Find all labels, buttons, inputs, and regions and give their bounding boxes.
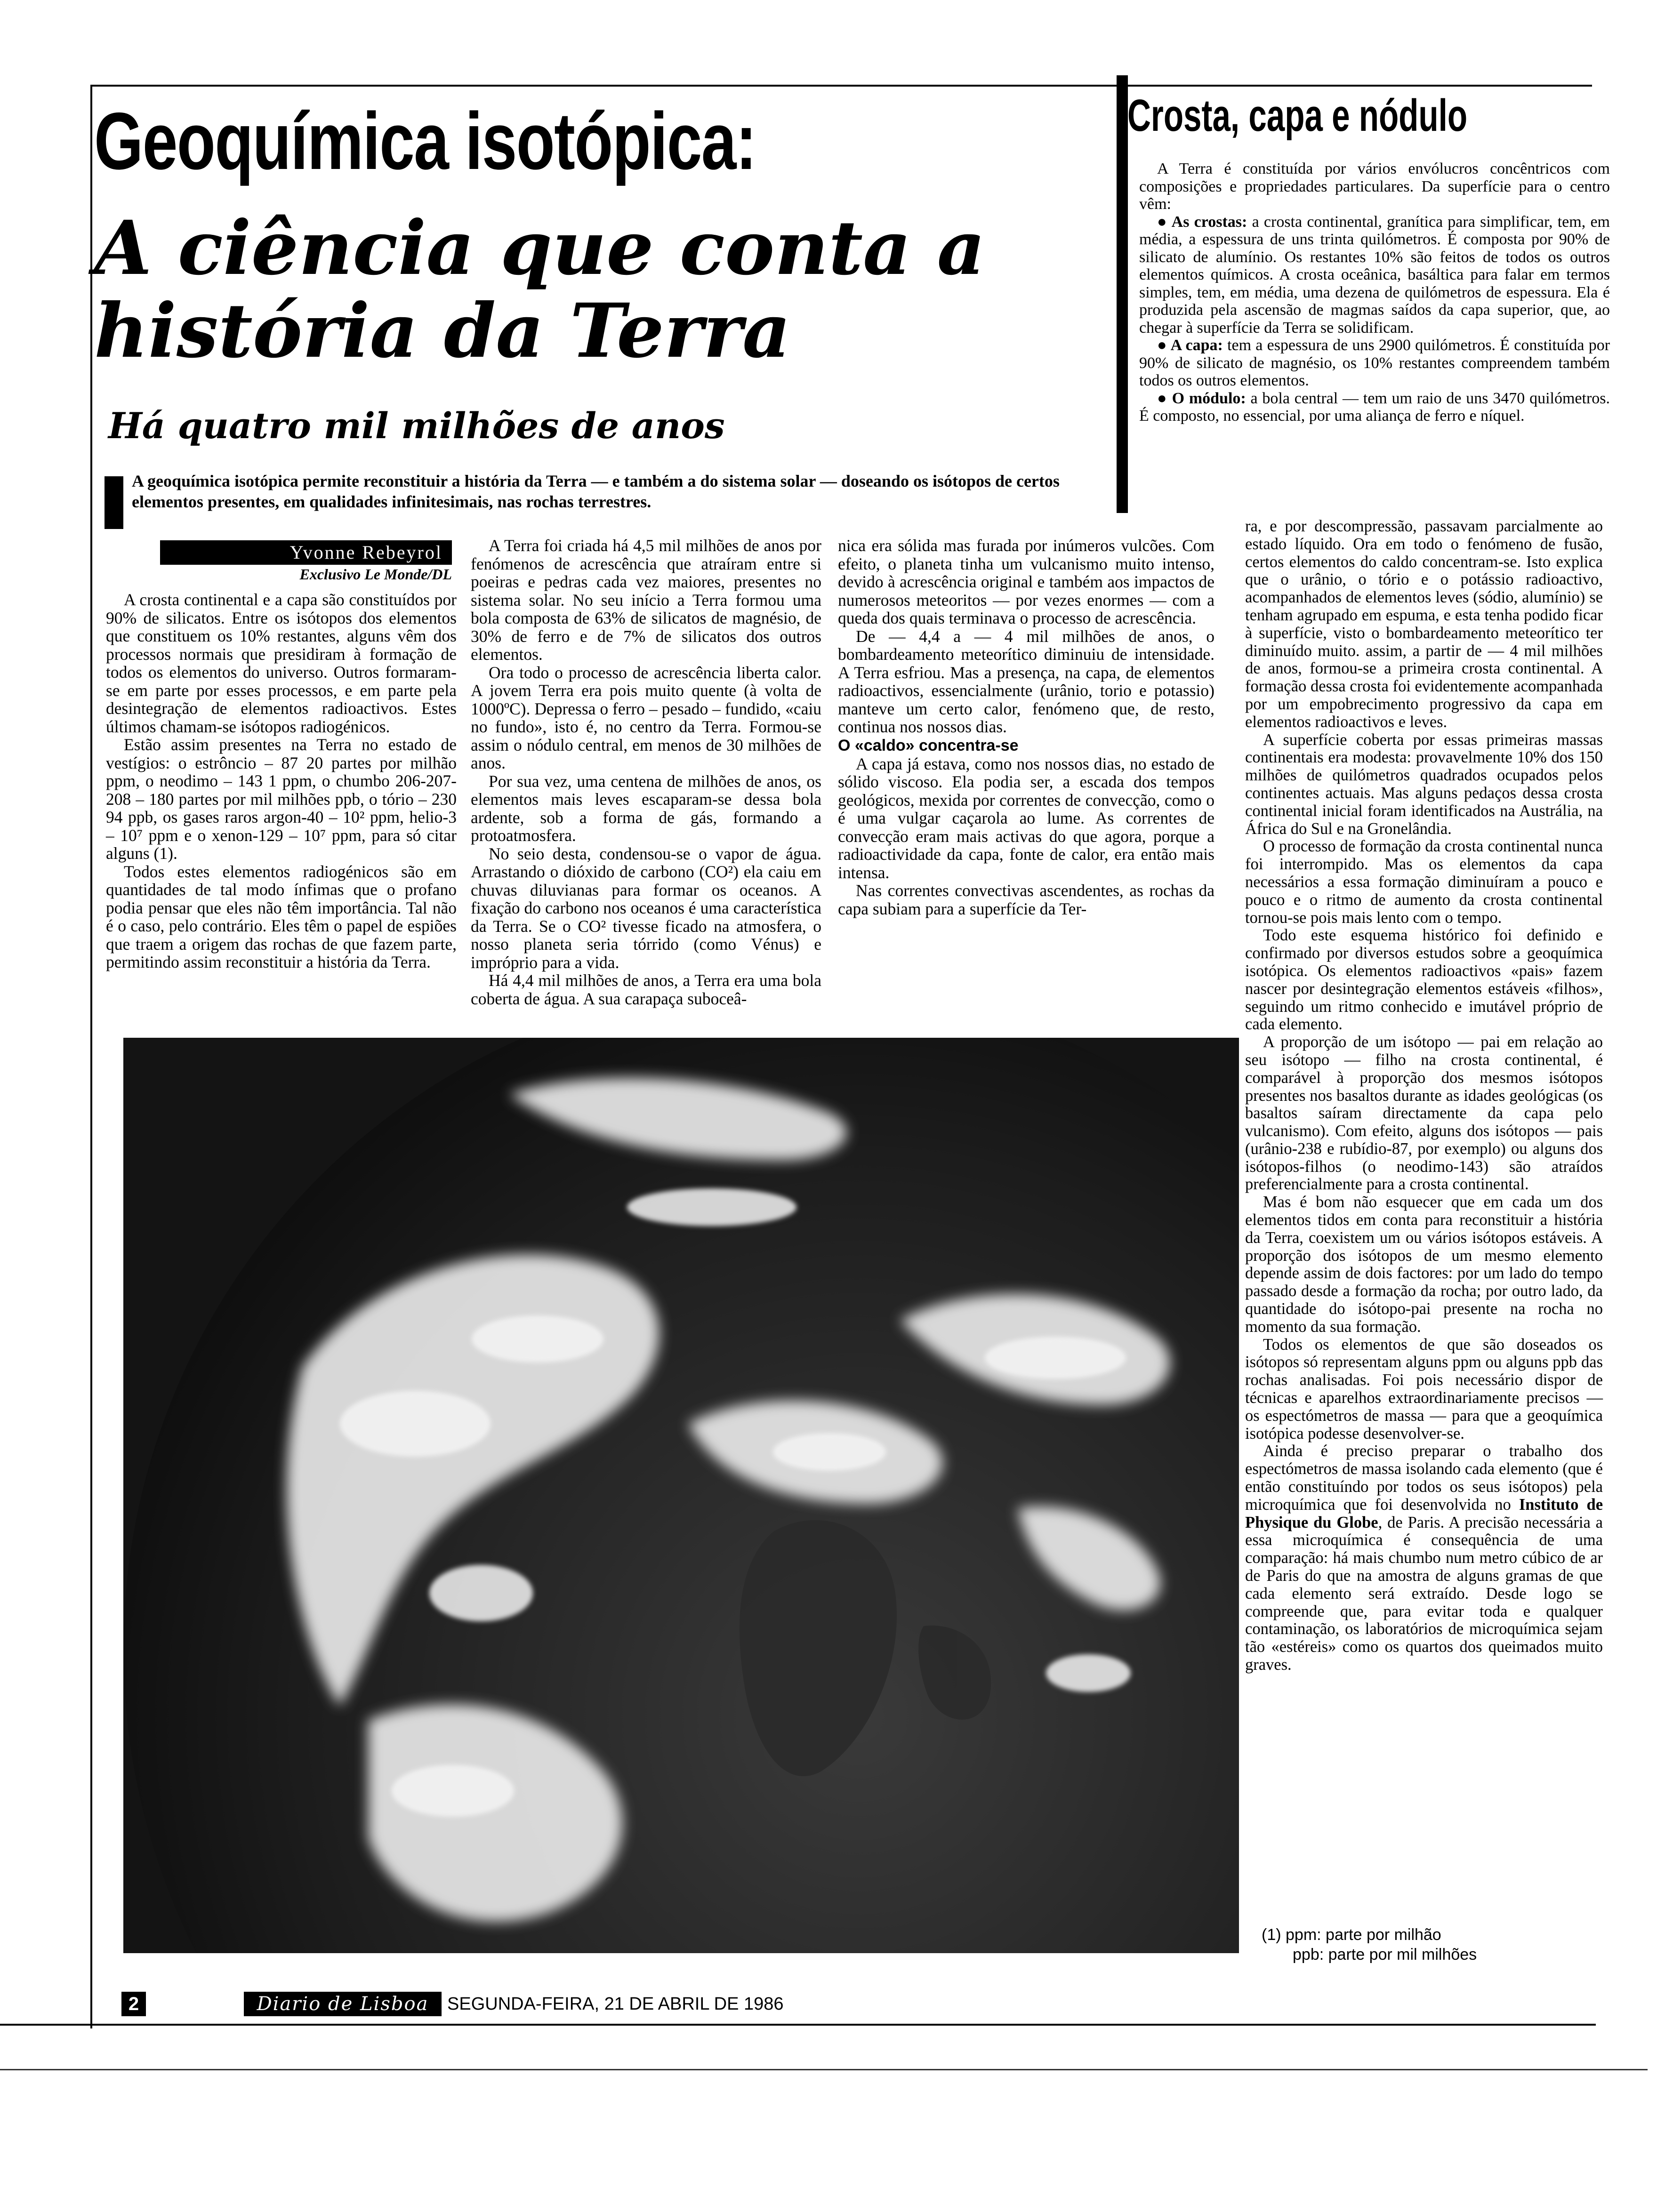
- sidebar-item-label: A capa:: [1170, 337, 1223, 354]
- sidebar-item-text: a crosta continental, granítica para simplificar, tem, em média, a espessura de uns trinta quilómetros. É composta por 90% de silicato de alumínio. Os restantes 10% são feitos de todos os outros elementos químicos. A crosta oceânica, basáltica para falar em termos simples, tem, em média, uma dezena de quilómetros de espessura. Ela é produzida pela ascensão de magmas saídos da capa superior, que, ao chegar à superfície da Terra se solidificam.: [1139, 213, 1610, 337]
- column-4-paragraph: A proporção de um isótopo — pai em relação ao seu isótopo — filho na crosta continental, é comparável à proporção dos mesmos isótopos presentes nos basaltos durante as idades geológicas (os basaltos saíram directamente da capa pelo vulcanismo). Com efeito, alguns dos isótopos — pais (urânio-238 e rubídio-87, por exemplo) ou alguns dos isótopos-filhos (o neodimo-143) são atraídos preferencialmente para a crosta continental.: [1245, 1033, 1603, 1194]
- byline-author: Yvonne Rebeyrol: [160, 540, 452, 565]
- footnotes: [1262, 1925, 1544, 1964]
- sidebar-item: [1139, 213, 1610, 337]
- frame-bottom-rule: [0, 2024, 1596, 2026]
- column-4-paragraph: O processo de formação da crosta continental nunca foi interrompido. Mas os elementos da capa necessários a essa formação diminuíram a pouco e pouco e o ritmo de aumento da crosta continental tornou-se pois mais lento com o tempo.: [1245, 837, 1603, 927]
- column-1-paragraph: A crosta continental e a capa são constituídos por 90% de silicatos. Entre os isótopos dos elementos que constituem os 10% restantes, alguns vêm dos processos normais que presidiram à formação de todos os elementos do universo. Outros formaram-se em parte por esses processos, e em parte pela desintegração de elementos radioactivos. Estes últimos chamam-se isótopos radiogénicos.: [106, 590, 457, 736]
- column-3-paragraph: nica era sólida mas furada por inúmeros vulcões. Com efeito, o planeta tinha um vulcanismo muito intenso, devido à acrescência original e também aos impactos de numerosos meteoritos — por vezes enormes — com a queda dos quais terminava o processo de acrescência.: [838, 536, 1215, 627]
- column-4-text: , de Paris. A precisão necessária a essa microquímica é consequência de uma comparação: há mais chumbo num metro cúbico de ar de Paris do que na amostra de alguns gramas de que cada elemento será extraído. Desde logo se compreende que, para evitar toda e qualquer contaminação, os laboratórios de microquímica sejam tão «estéreis» como os quartos dos queimados muito graves.: [1245, 1513, 1603, 1674]
- institute-name: Instituto de Physique du Globe: [1245, 1495, 1603, 1531]
- column-4-paragraph: A superfície coberta por essas primeiras massas continentais era modesta: provavelmente 10% dos 150 milhões de quilómetros quadrados ocupados pelos continentes actuais. Mas alguns pedaços dessa crosta continental inicial foram identificados na Austrália, na África do Sul e na Gronelândia.: [1245, 730, 1603, 838]
- column-3-paragraph: Nas correntes convectivas ascendentes, as rochas da capa subiam para a superfície da Ter-: [838, 881, 1215, 918]
- column-3: [838, 537, 1215, 918]
- sidebar-title: Crosta, capa e nódulo: [1127, 90, 1468, 141]
- headline-subtitle: A ciência que conta a história da Terra: [94, 205, 985, 375]
- earth-photo: [123, 1038, 1239, 1953]
- footnote: (1) ppm: parte por milhão: [1262, 1926, 1441, 1944]
- masthead-logo: Diario de Lisboa: [244, 1992, 442, 2016]
- column-4-paragraph: [1245, 1443, 1603, 1674]
- column-2-paragraph: Há 4,4 mil milhões de anos, a Terra era uma bola coberta de água. A sua carapaça suboceâ-: [471, 971, 821, 1008]
- bullet-icon: ●: [1157, 389, 1172, 407]
- column-4-paragraph: ra, e por descompressão, passavam parcialmente ao estado líquido. Ora em todo o fenómeno de fusão, certos elementos do caldo concentram-se. Isto explica que o urânio, o tório e o potássio radioactivo, acompanhados de elementos leves (sódio, alumínio) se tenham agrupado em espuma, e esta tenha podido ficar à superfície, visto o bombardeamento meteorítico ter diminuído muito. assim, a partir de — 4 mil milhões de anos, formou-se a primeira crosta continental. A formação dessa crosta foi evidentemente acompanhada por um empobrecimento progressivo da capa em elementos radioactivos e leves.: [1245, 517, 1603, 731]
- column-2-paragraph: Ora todo o processo de acrescência liberta calor. A jovem Terra era pois muito quente (à volta de 1000ºC). Depressa o ferro – pesado – fundido, «caiu no fundo», isto é, no centro da Terra. Formou-se assim o nódulo central, em menos de 30 milhões de anos.: [471, 663, 821, 772]
- column-1-paragraph: Todos estes elementos radiogénicos são em quantidades de tal modo ínfimas que o profano podia pensar que eles não têm importância. Tal não é o caso, pelo contrário. Eles têm o papel de espiões que traem a origem das rochas de que fazem parte, permitindo assim reconstituir a história da Terra.: [106, 862, 457, 971]
- frame-left-rule: [90, 85, 92, 2028]
- sidebar-item: [1139, 337, 1610, 390]
- bullet-icon: ●: [1157, 337, 1171, 354]
- column-4-paragraph: Todos os elementos de que são doseados os isótopos só representam alguns ppm ou alguns ppb das rochas analisadas. Foi pois necessário dispor de técnicas e aparelhos extraordinariamente precisos — os espectómetros de massa — para que a geoquímica isotópica podesse desenvolver-se.: [1245, 1335, 1603, 1443]
- headline-deck: Há quatro mil milhões de anos: [108, 405, 725, 447]
- sidebar-item-text: tem a espessura de uns 2900 quilómetros. É constituída por 90% de silicato de magnésio, os 10% restantes compreendem também todos os outros elementos.: [1139, 337, 1610, 389]
- column-2-paragraph: A Terra foi criada há 4,5 mil milhões de anos por fenómenos de acrescência que atraíram entre si poeiras e pedras cada vez maiores, presentes no sistema solar. No seu início a Terra formou uma bola composta de 63% de silicatos de magnésio, de 30% de ferro e de 7% de silicatos dos outros elementos.: [471, 536, 821, 664]
- section-subhead: O «caldo» concentra-se: [838, 736, 1019, 754]
- column-3-paragraph: De — 4,4 a — 4 mil milhões de anos, o bombardeamento meteorítico diminuiu de intensidade. A Terra esfriou. Mas a presença, na capa, de elementos radioactivos, essencialmente (urânio, torio e potassio) manteve um certo calor, fenómeno que, de resto, continua nos nossos dias.: [838, 626, 1215, 736]
- column-4-text: Ainda é preciso preparar o trabalho dos espectómetros de massa isolando cada elemento (que é então constituíndo por todos os seus isótopos) pela microquímica que foi desenvolvida no: [1245, 1442, 1603, 1514]
- column-1-paragraph: Estão assim presentes na Terra no estado de vestígios: o estrôncio – 87 20 partes por milhão ppm, o neodimo – 143 1 ppm, o chumbo 206-207-208 – 180 partes por mil milhões ppb, o tório – 230 94 ppb, os gases raros argon-40 – 10² ppm, helio-3 – 10⁷ ppm e o xenon-129 – 10⁷ ppm, para só citar alguns (1).: [106, 735, 457, 863]
- footnote: ppb: parte por mil milhões: [1293, 1946, 1477, 1964]
- column-2: [471, 537, 821, 1008]
- sidebar-item-label: As crostas:: [1171, 213, 1247, 231]
- sidebar-intro: A Terra é constituída por vários envólucros concêntricos com composições e propriedades particulares. Da superfície para o centro vêm:: [1139, 160, 1610, 213]
- column-4-paragraph: Todo este esquema histórico foi definido e confirmado por diversos estudos sobre a geoquímica isotópica. Os elementos radioactivos «pais» fazem nascer por desintegração elementos estáveis «filhos», seguindo um ritmo conhecido e imutável próprio de cada elemento.: [1245, 926, 1603, 1034]
- page-number: 2: [121, 1992, 146, 2016]
- lead-marker: [105, 476, 123, 529]
- crop-mark: [0, 2069, 1648, 2070]
- column-1: [106, 591, 457, 971]
- sidebar-marker: [1117, 75, 1128, 513]
- issue-date: SEGUNDA-FEIRA, 21 DE ABRIL DE 1986: [447, 1994, 784, 2014]
- byline-source: Exclusivo Le Monde/DL: [299, 566, 452, 583]
- column-3-paragraph: A capa já estava, como nos nossos dias, no estado de sólido viscoso. Ela podia ser, a escada dos tempos geológicos, mexida por correntes de convecção, como o é uma vulgar caçarola ao lume. As correntes de convecção eram mais activas do que agora, porque a radioactividade da capa, fonte de calor, era então mais intensa.: [838, 754, 1215, 882]
- headline-title: Geoquímica isotópica:: [94, 96, 756, 186]
- sidebar-item: [1139, 390, 1610, 425]
- sidebar-item-text: a bola central — tem um raio de uns 3470 quilómetros. É composto, no essencial, por uma aliança de ferro e níquel.: [1139, 389, 1610, 425]
- column-2-paragraph: No seio desta, condensou-se o vapor de água. Arrastando o dióxido de carbono (CO²) ela caiu em chuvas diluvianas para formar os oceanos. A fixação do carbono nos oceanos é uma característica da Terra. Se o CO² tivesse ficado na atmosfera, o nosso planeta seria tórrido (como Vénus) e impróprio para a vida.: [471, 844, 821, 972]
- bullet-icon: ●: [1157, 213, 1172, 231]
- sidebar-body: [1139, 160, 1610, 425]
- column-4: [1245, 518, 1603, 1674]
- column-4-paragraph: Mas é bom não esquecer que em cada um dos elementos tidos em conta para reconstituir a história da Terra, coexistem um ou vários isótopos estáveis. A proporção dos isótopos de um mesmo elemento depende assim de dois factores: por um lado do tempo passado desde a formação da rocha; por outro lado, da quantidade do isótopo-pai presente na rocha no momento da sua formação.: [1245, 1193, 1603, 1336]
- earth-illustration: [123, 1038, 1239, 1953]
- sidebar-item-label: O módulo:: [1172, 389, 1246, 407]
- column-2-paragraph: Por sua vez, uma centena de milhões de anos, os elementos mais leves escaparam-se dessa bola ardente, sob a forma de gás, formando a protoatmosfera.: [471, 771, 821, 845]
- lead-paragraph: A geoquímica isotópica permite reconstituir a história da Terra — e também a do sistema solar — doseando os isótopos de certos elementos presentes, em qualidades infinitesimais, nas rochas terrestres.: [132, 472, 1060, 511]
- frame-top-rule: [90, 85, 1592, 87]
